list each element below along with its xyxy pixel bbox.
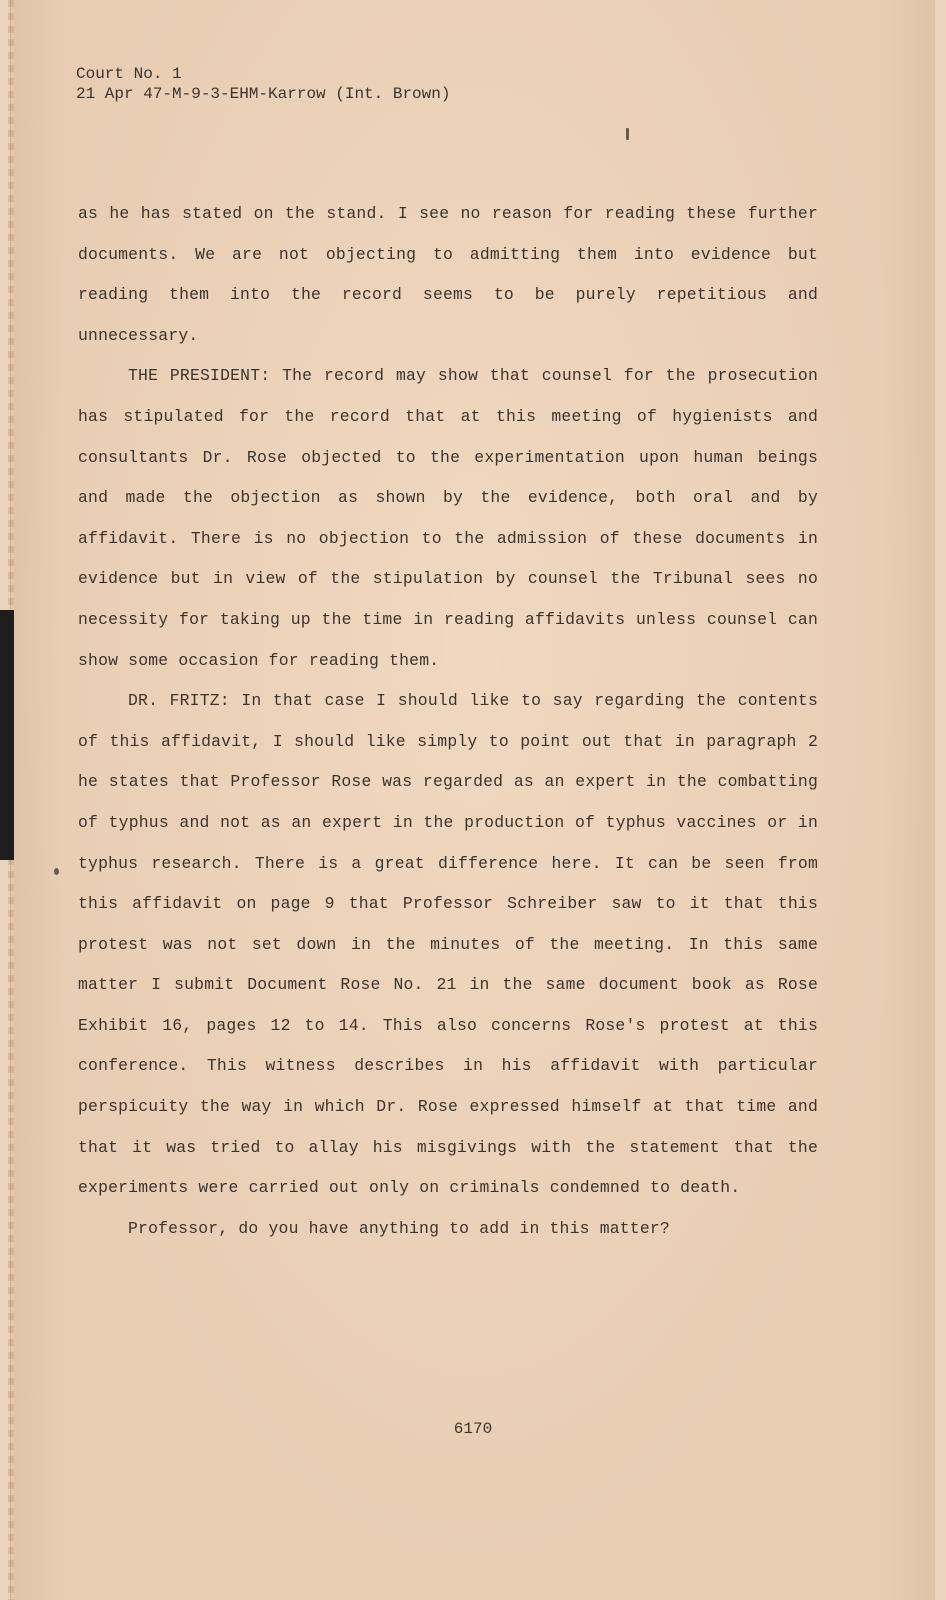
- transcript-body: [78, 194, 818, 1249]
- speaker-label: DR. FRITZ:: [128, 691, 230, 711]
- court-line: Court No. 1: [76, 65, 182, 83]
- paragraph-text: Professor, do you have anything to add in this matter?: [128, 1218, 670, 1238]
- paragraph-text: In that case I should like to say regarding the contents of this affidavit, I should like simply to point out that in paragraph 2 he states that Professor Rose was regarded as an expert in the combatting of typhus and not as an expert in the production of typhus vaccines or in typhus research. There is a great difference here. It can be seen from this affidavit on page 9 that Professor Schreiber saw to it that this protest was not set down in the minutes of the meeting. In this same matter I submit Document Rose No. 21 in the same document book as Rose Exhibit 16, pages 12 to 14. This also concerns Rose's protest at this conference. This witness describes in his affidavit with particular perspicuity the way in which Dr. Rose expressed himself at that time and that it was tried to allay his misgivings with the statement that the experiments were carried out only on criminals condemned to death.: [78, 691, 818, 1198]
- document-header: [76, 64, 818, 104]
- paragraph-text: The record may show that counsel for the prosecution has stipulated for the record that at this meeting of hygienists and consultants Dr. Rose objected to the experimentation upon human beings and made the objection as shown by the evidence, both oral and by affidavit. There is no objection to the admission of these documents in evidence but in view of the stipulation by counsel the Tribunal sees no necessity for taking up the time in reading affidavits unless counsel can show some occasion for reading them.: [78, 366, 818, 670]
- speaker-label: THE PRESIDENT:: [128, 366, 271, 386]
- paragraph-dr-fritz: [78, 681, 818, 1209]
- paragraph-continuation: [78, 194, 818, 356]
- ink-speck: [54, 868, 59, 875]
- document-content: [78, 64, 818, 1249]
- page-number: 6170: [453, 1420, 493, 1438]
- paragraph-text: as he has stated on the stand. I see no reason for reading these further documents. We are not objecting to admitting them into evidence but reading them into the record seems to be purely repetitious and unnecessary.: [78, 204, 818, 345]
- scan-shadow: [0, 610, 14, 860]
- paragraph-president: [78, 356, 818, 681]
- session-line: 21 Apr 47-M-9-3-EHM-Karrow (Int. Brown): [76, 85, 451, 103]
- paragraph-question: [78, 1209, 818, 1250]
